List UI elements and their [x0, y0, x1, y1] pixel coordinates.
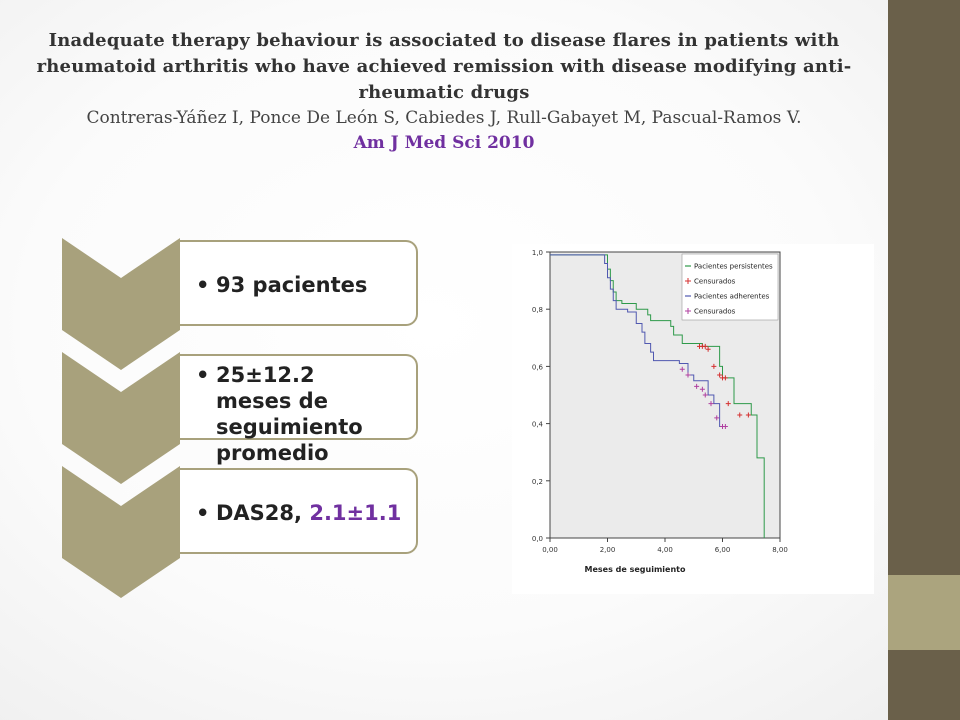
x-tick-label: 8,00 [772, 546, 788, 554]
x-tick-label: 6,00 [714, 546, 731, 554]
legend-label: Censurados [694, 307, 736, 316]
step-3-label: DAS28, [216, 501, 303, 525]
decor-band-top [888, 0, 960, 575]
x-axis-label: Meses de seguimiento [584, 565, 686, 574]
chevron-step-1 [62, 238, 180, 370]
legend-label: Pacientes adherentes [694, 292, 770, 301]
step-1-label: 93 pacientes [216, 273, 368, 297]
y-tick-label: 0,8 [531, 306, 543, 315]
chevron-step-3 [62, 466, 180, 598]
bullet-icon: • [196, 273, 210, 297]
step-1-text-block [196, 272, 367, 298]
survival-chart-svg [512, 244, 874, 594]
step-3-text-block [196, 500, 401, 526]
x-tick-label: 0,00 [542, 546, 558, 554]
step-box-2 [180, 354, 418, 465]
step-box-3 [180, 468, 418, 554]
step-2-label: 25±12.2 meses de seguimiento promedio [216, 363, 363, 465]
step-box-1 [180, 240, 418, 326]
x-tick-label: 4,00 [657, 546, 673, 554]
journal-citation: Am J Med Sci 2010 [353, 133, 535, 153]
chevron-step-2 [62, 352, 180, 484]
das28-value: 2.1±1.1 [309, 501, 402, 525]
survival-chart [512, 244, 874, 594]
y-tick-label: 0,6 [531, 363, 543, 372]
y-tick-label: 0,2 [531, 477, 543, 486]
x-tick-label: 2,00 [599, 546, 616, 554]
step-2-text-block [196, 362, 396, 466]
slide-header [30, 28, 858, 156]
decor-band-bottom [888, 650, 960, 720]
y-tick-label: 1,0 [531, 249, 543, 257]
y-tick-label: 0,4 [531, 420, 543, 429]
bullet-icon: • [196, 501, 210, 525]
y-tick-label: 0,0 [531, 535, 543, 543]
bullet-icon: • [196, 363, 210, 387]
slide-title: Inadequate therapy behaviour is associated to disease flares in patients with rheumatoid arthritis who have achieved remission with disease modifying anti-rheumatic drugs [36, 30, 852, 103]
legend-label: Censurados [694, 277, 736, 286]
authors-line: Contreras-Yáñez I, Ponce De León S, Cabiedes J, Rull-Gabayet M, Pascual-Ramos V. [86, 108, 802, 128]
decor-band-middle [888, 575, 960, 650]
legend-label: Pacientes persistentes [694, 262, 773, 271]
